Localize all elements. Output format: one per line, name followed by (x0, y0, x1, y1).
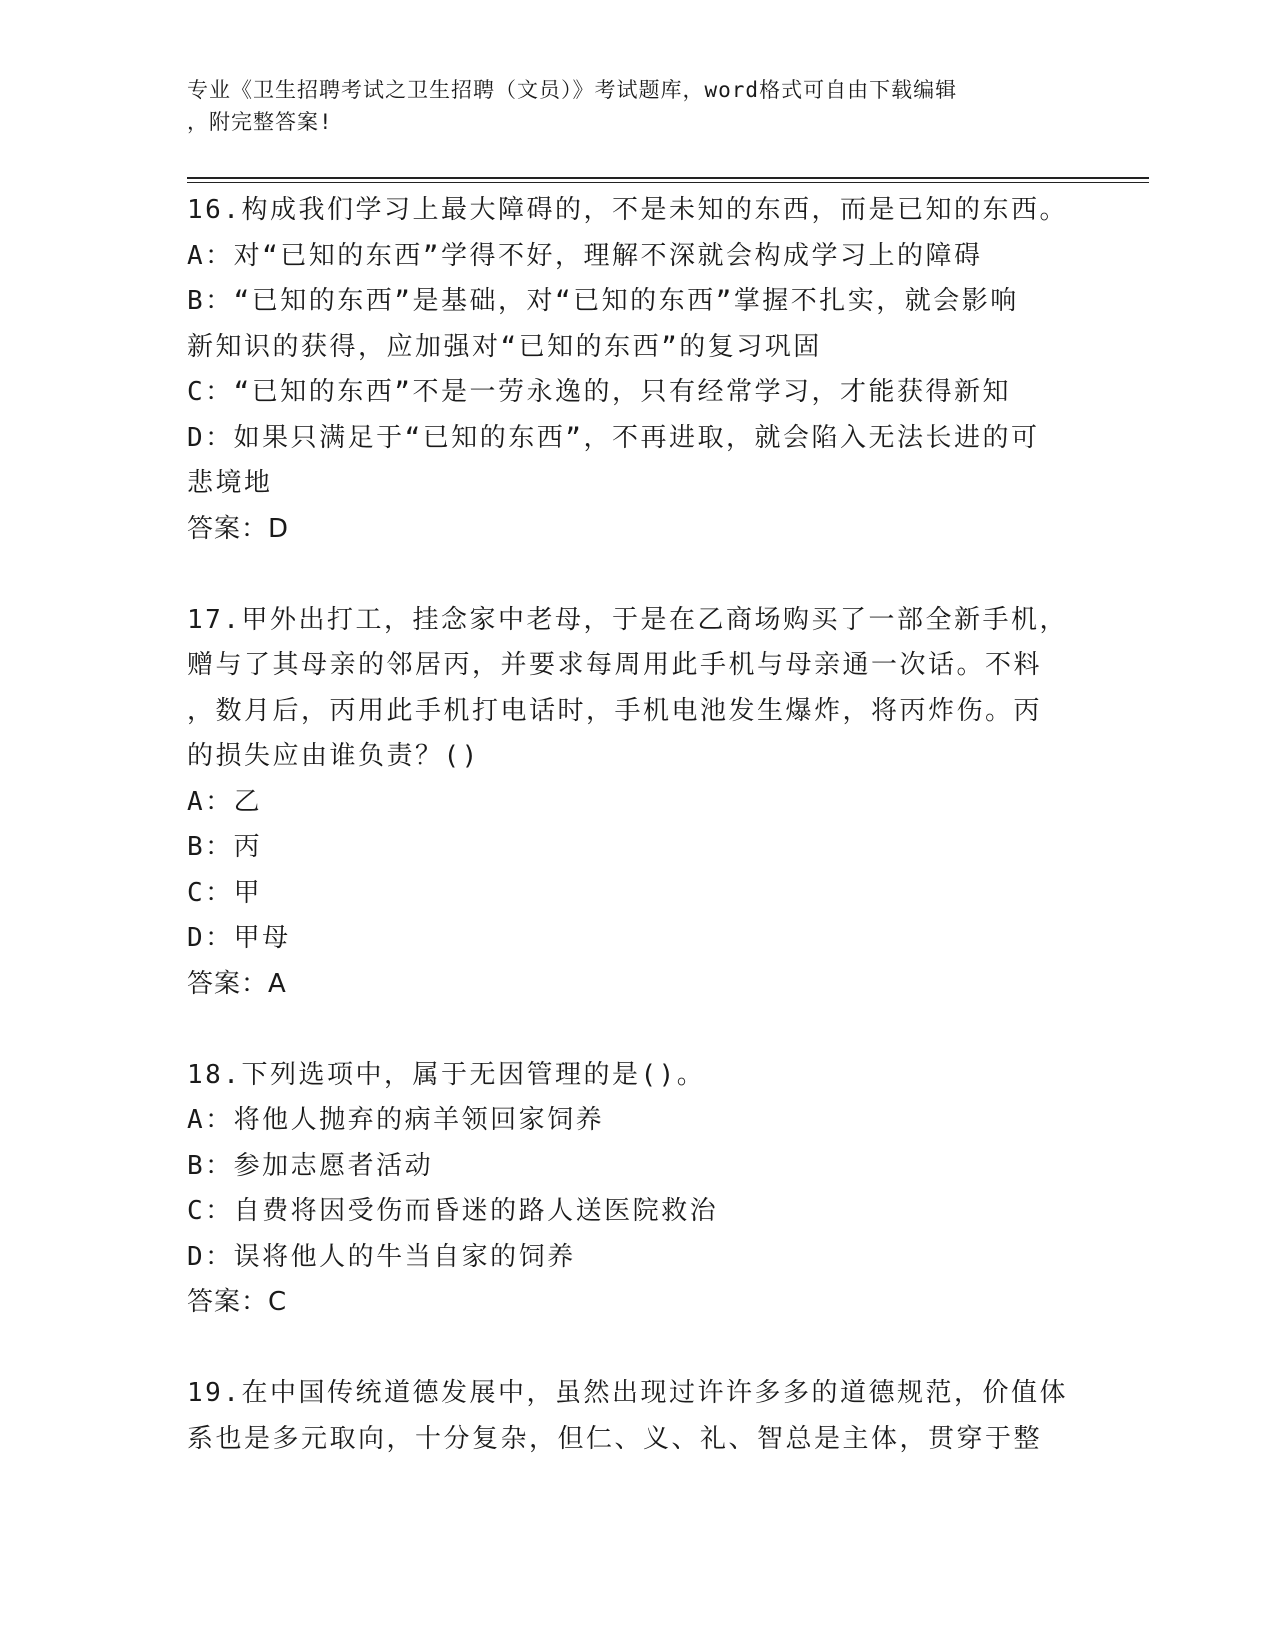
spacer (187, 552, 1087, 598)
answer: 答案：C (187, 1287, 288, 1317)
question-stem: 18.下列选项中，属于无因管理的是()。 (187, 1059, 706, 1090)
spacer (187, 1007, 1087, 1053)
option-b: B：丙 (187, 832, 263, 862)
document-header (187, 74, 1067, 138)
question-stem-continued: 系也是多元取向，十分复杂，但仁、义、礼、智总是主体，贯穿于整 (187, 1423, 1043, 1454)
option-d: D：如果只满足于“已知的东西”，不再进取，就会陷入无法长进的可 (187, 422, 1040, 453)
option-b-continued: 新知识的获得，应加强对“已知的东西”的复习巩固 (187, 331, 822, 362)
answer: 答案：A (187, 968, 287, 999)
question-stem-continued: ，数月后，丙用此手机打电话时，手机电池发生爆炸，将丙炸伤。丙 (187, 695, 1043, 726)
header-divider (187, 177, 1149, 179)
option-a: A：对“已知的东西”学得不好，理解不深就会构成学习上的障碍 (187, 240, 983, 271)
option-c: C：“已知的东西”不是一劳永逸的，只有经常学习，才能获得新知 (187, 377, 1011, 407)
option-a: A：乙 (187, 786, 263, 817)
option-b: B：“已知的东西”是基础，对“已知的东西”掌握不扎实，就会影响 (187, 286, 1019, 316)
header-line: 专业《卫生招聘考试之卫生招聘（文员）》考试题库，word格式可自由下载编辑 (187, 78, 958, 102)
answer: 答案：D (187, 513, 290, 544)
option-b: B：参加志愿者活动 (187, 1150, 434, 1181)
spacer (187, 1326, 1087, 1372)
question-19 (187, 1371, 1087, 1462)
header-line: ，附完整答案! (187, 110, 333, 134)
question-stem-continued: 的损失应由谁负责？() (187, 741, 480, 771)
header-divider-thin (187, 182, 1149, 183)
question-16 (187, 188, 1087, 552)
option-a: A：将他人抛弃的病羊领回家饲养 (187, 1105, 605, 1135)
option-c: C：自费将因受伤而昏迷的路人送医院救治 (187, 1196, 719, 1226)
question-18 (187, 1053, 1087, 1326)
option-d: D：甲母 (187, 923, 291, 953)
question-stem: 19.在中国传统道德发展中，虽然出现过许许多多的道德规范，价值体 (187, 1378, 1068, 1408)
option-d-continued: 悲境地 (187, 468, 273, 498)
question-list (187, 188, 1087, 1462)
question-stem: 17.甲外出打工，挂念家中老母，于是在乙商场购买了一部全新手机， (187, 604, 1068, 635)
question-stem: 16.构成我们学习上最大障碍的，不是未知的东西，而是已知的东西。 (187, 195, 1068, 225)
option-c: C：甲 (187, 877, 263, 908)
question-stem-continued: 赠与了其母亲的邻居丙，并要求每周用此手机与母亲通一次话。不料 (187, 650, 1043, 680)
option-d: D：误将他人的牛当自家的饲养 (187, 1241, 576, 1272)
question-17 (187, 598, 1087, 1008)
